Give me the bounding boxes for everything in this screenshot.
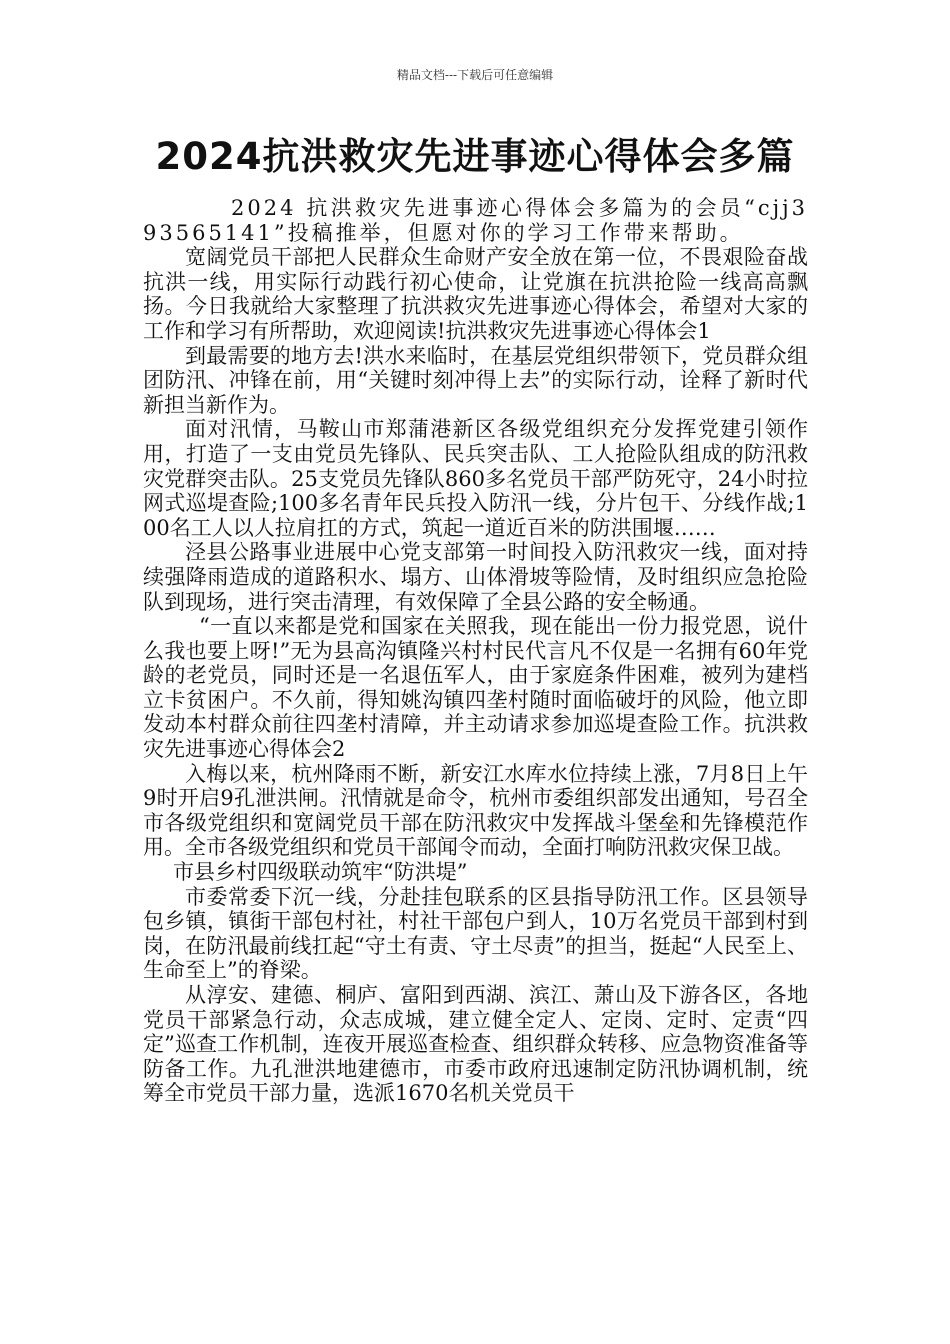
paragraph: 市委常委下沉一线，分赴挂包联系的区县指导防汛工作。区县领导包乡镇，镇街干部包村社，村社干部包户到人，10万名党员干部到村到岗，在防汛最前线扛起“守土有责、守土尽责”的担当，挺起“人民至上、生命至上”的脊梁。 xyxy=(143,884,808,983)
paragraph: 泾县公路事业进展中心党支部第一时间投入防汛救灾一线，面对持续强降雨造成的道路积水、塌方、山体滑坡等险情，及时组织应急抢险队到现场，进行突击清理，有效保障了全县公路的安全畅通。 xyxy=(143,540,808,614)
paragraph: 从淳安、建德、桐庐、富阳到西湖、滨江、萧山及下游各区，各地党员干部紧急行动，众志成城，建立健全定人、定岗、定时、定责“四定”巡查工作机制，连夜开展巡查检查、组织群众转移、应急物资准备等防备工作。九孔泄洪地建德市，市委市政府迅速制定防汛协调机制，统筹全市党员干部力量，选派1670名机关党员干 xyxy=(143,983,808,1106)
paragraph: “一直以来都是党和国家在关照我，现在能出一份力报党恩，说什么我也要上呀!”无为县高沟镇隆兴村村民代言凡不仅是一名拥有60年党龄的老党员，同时还是一名退伍军人，由于家庭条件困难，被列为建档立卡贫困户。不久前，得知姚沟镇四垄村随时面临破圩的风险，他立即发动本村群众前往四垄村清障，并主动请求参加巡堤查险工作。抗洪救灾先进事迹心得体会2 xyxy=(143,614,808,762)
paragraph: 入梅以来，杭州降雨不断，新安江水库水位持续上涨，7月8日上午9时开启9孔泄洪闸。汛情就是命令，杭州市委组织部发出通知，号召全市各级党组织和宽阔党员干部在防汛救灾中发挥战斗堡垒和先锋模范作用。全市各级党组织和党员干部闻令而动，全面打响防汛救灾保卫战。 xyxy=(143,761,808,860)
page-header: 精品文档---下载后可任意编辑 xyxy=(396,68,554,82)
paragraph: 面对汛情，马鞍山市郑蒲港新区各级党组织充分发挥党建引领作用，打造了一支由党员先锋队、民兵突击队、工人抢险队组成的防汛救灾党群突击队。25支党员先锋队860多名党员干部严防死守，24小时拉网式巡堤查险;100多名青年民兵投入防汛一线，分片包干、分线作战;100名工人以人拉肩扛的方式，筑起一道近百米的防洪围堰…… xyxy=(143,417,808,540)
section-heading: 市县乡村四级联动筑牢“防洪堤” xyxy=(173,860,468,885)
document-title: 2024抗洪救灾先进事迹心得体会多篇 xyxy=(155,135,795,178)
paragraph: 宽阔党员干部把人民群众生命财产安全放在第一位，不畏艰险奋战抗洪一线，用实际行动践行初心使命，让党旗在抗洪抢险一线高高飘扬。今日我就给大家整理了抗洪救灾先进事迹心得体会，希望对大家的工作和学习有所帮助，欢迎阅读!抗洪救灾先进事迹心得体会1 xyxy=(143,245,808,343)
paragraph: 到最需要的地方去!洪水来临时，在基层党组织带领下，党员群众组团防汛、冲锋在前，用“关键时刻冲得上去”的实际行动，诠释了新时代新担当新作为。 xyxy=(143,343,808,417)
document-body xyxy=(143,196,808,1106)
paragraph-intro: 2024 抗洪救灾先进事迹心得体会多篇为的会员“cjj393565141”投稿推举，但愿对你的学习工作带来帮助。 xyxy=(143,196,808,245)
